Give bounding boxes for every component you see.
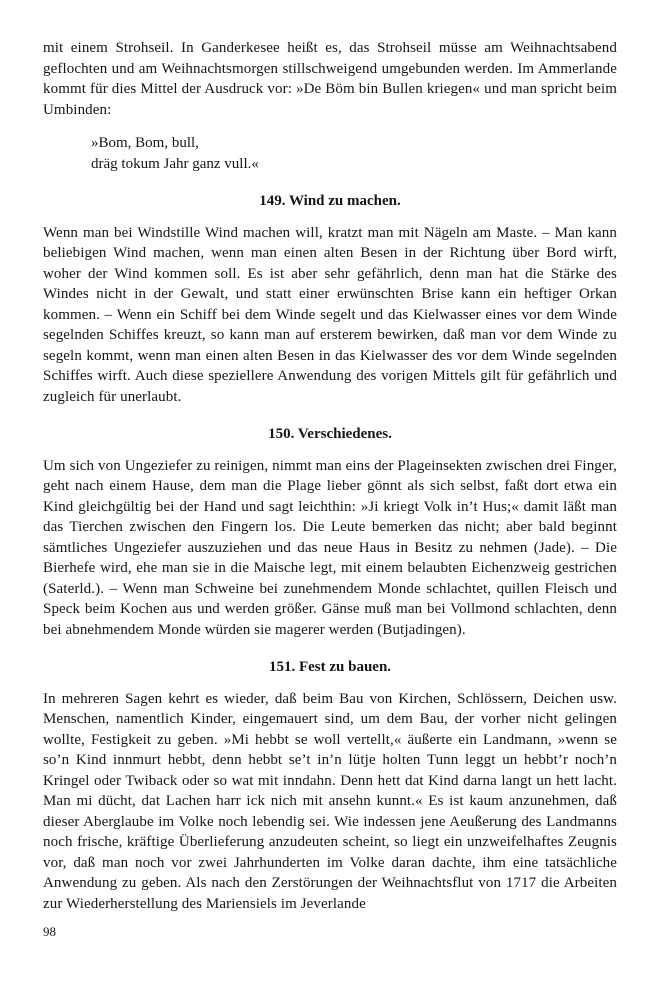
verse <box>91 133 617 174</box>
verse-line-2: dräg tokum Jahr ganz vull.« <box>91 155 259 172</box>
paragraph-continuation: mit einem Strohseil. In Ganderkesee heißt es, das Strohseil müsse am Weihnachtsabend geflochten und am Weihnachtsmorgen stillschweigend umgebunden werden. Im Ammerlande kommt für dies Mittel der Ausdruck vor: »De Böm bin Bullen kriegen« und man spricht beim Umbinden: <box>43 40 617 118</box>
section-paragraph-151: In mehreren Sagen kehrt es wieder, daß beim Bau von Kirchen, Schlössern, Deichen usw. Menschen, namentlich Kinder, eingemauert sind, um dem Bau, der vorher nicht gelingen wollte, Festigkeit zu geben. »Mi hebbt se woll vertellt,« äußerte ein Landmann, »wenn se so’n Kind innmurt hebbt, denn hebbt se’t in’n lütje holten Tunn leggt un hebbt’r noch’n Kringel oder Twiback oder so wat mit inndahn. Denn hett dat Kind darna langt un hett lacht. Man mi dücht, dat Lachen harr ick nich mit ansehn kunnt.« Es ist kaum anzunehmen, daß dieser Aberglaube im Volke noch lebendig sei. Wie indessen jene Aeußerung des Landmanns noch frische, kräftige Überlieferung anzudeuten scheint, so liegt ein unzweifelhaftes Zeugnis vor, daß man noch vor zwei Jahrhunderten im Volke daran dachte, ihm eine tatsächliche Anwendung zu geben. Als nach den Zerstörungen der Weihnachtsflut von 1717 die Arbeiten zur Wiederherstellung des Mariensiels im Jeverlande <box>43 690 617 912</box>
section-heading-149: 149. Wind zu machen. <box>259 193 401 209</box>
section-heading-150: 150. Verschiedenes. <box>268 426 392 442</box>
page-number: 98 <box>43 924 56 939</box>
section-paragraph-150: Um sich von Ungeziefer zu reinigen, nimmt man eins der Plageinsekten zwischen drei Finger, geht nach einem Hause, dem man die Plage lieber gönnt als sich selbst, faßt dort etwa ein Kind gleichgültig bei der Hand und sagt leichthin: »Ji kriegt Volk in’t Hus;« damit läßt man das Tierchen zwischen den Fingern los. Die Leute bemerken das nicht; aber bald beginnt sämtliches Ungeziefer auszuziehen und das neue Haus in Besitz zu nehmen (Jade). – Die Bierhefe wird, ehe man sie in die Maische legt, mit einem belaubten Eichenzweig gestrichen (Saterld.). – Wenn man Schweine bei zunehmendem Monde schlachtet, quillen Fleisch und Speck beim Kochen aus und werden größer. Gänse muß man bei Vollmond schlachten, denn bei abnehmendem Monde würden sie magerer werden (Butjadingen). <box>43 457 617 638</box>
verse-line-1: »Bom, Bom, bull, <box>91 135 199 151</box>
section-heading-151: 151. Fest zu bauen. <box>268 659 392 675</box>
section-paragraph-149: Wenn man bei Windstille Wind machen will, kratzt man mit Nägeln am Maste. – Man kann beliebigen Wind machen, wenn man einen alten Besen in der Richtung über Bord wirft, woher der Wind kommen soll. Es ist aber sehr gefährlich, denn man hat die Stärke des Windes nicht in der Gewalt, und statt einer erwünschten Brise kann ein heftiger Orkan kommen. – Wenn ein Schiff bei dem Winde segelt und das Kielwasser eines vor dem Winde segelnden Schiffes kreuzt, so kann man auf ersterem bewirken, daß man vor dem Winde zu segeln kommt, wenn man einen alten Besen in das Kielwasser des vor dem Winde segelnden Schiffes wirft. Auch diese speziellere Anwendung des vorigen Mittels gilt für gefährlich und zugleich für unerlaubt. <box>43 224 617 405</box>
